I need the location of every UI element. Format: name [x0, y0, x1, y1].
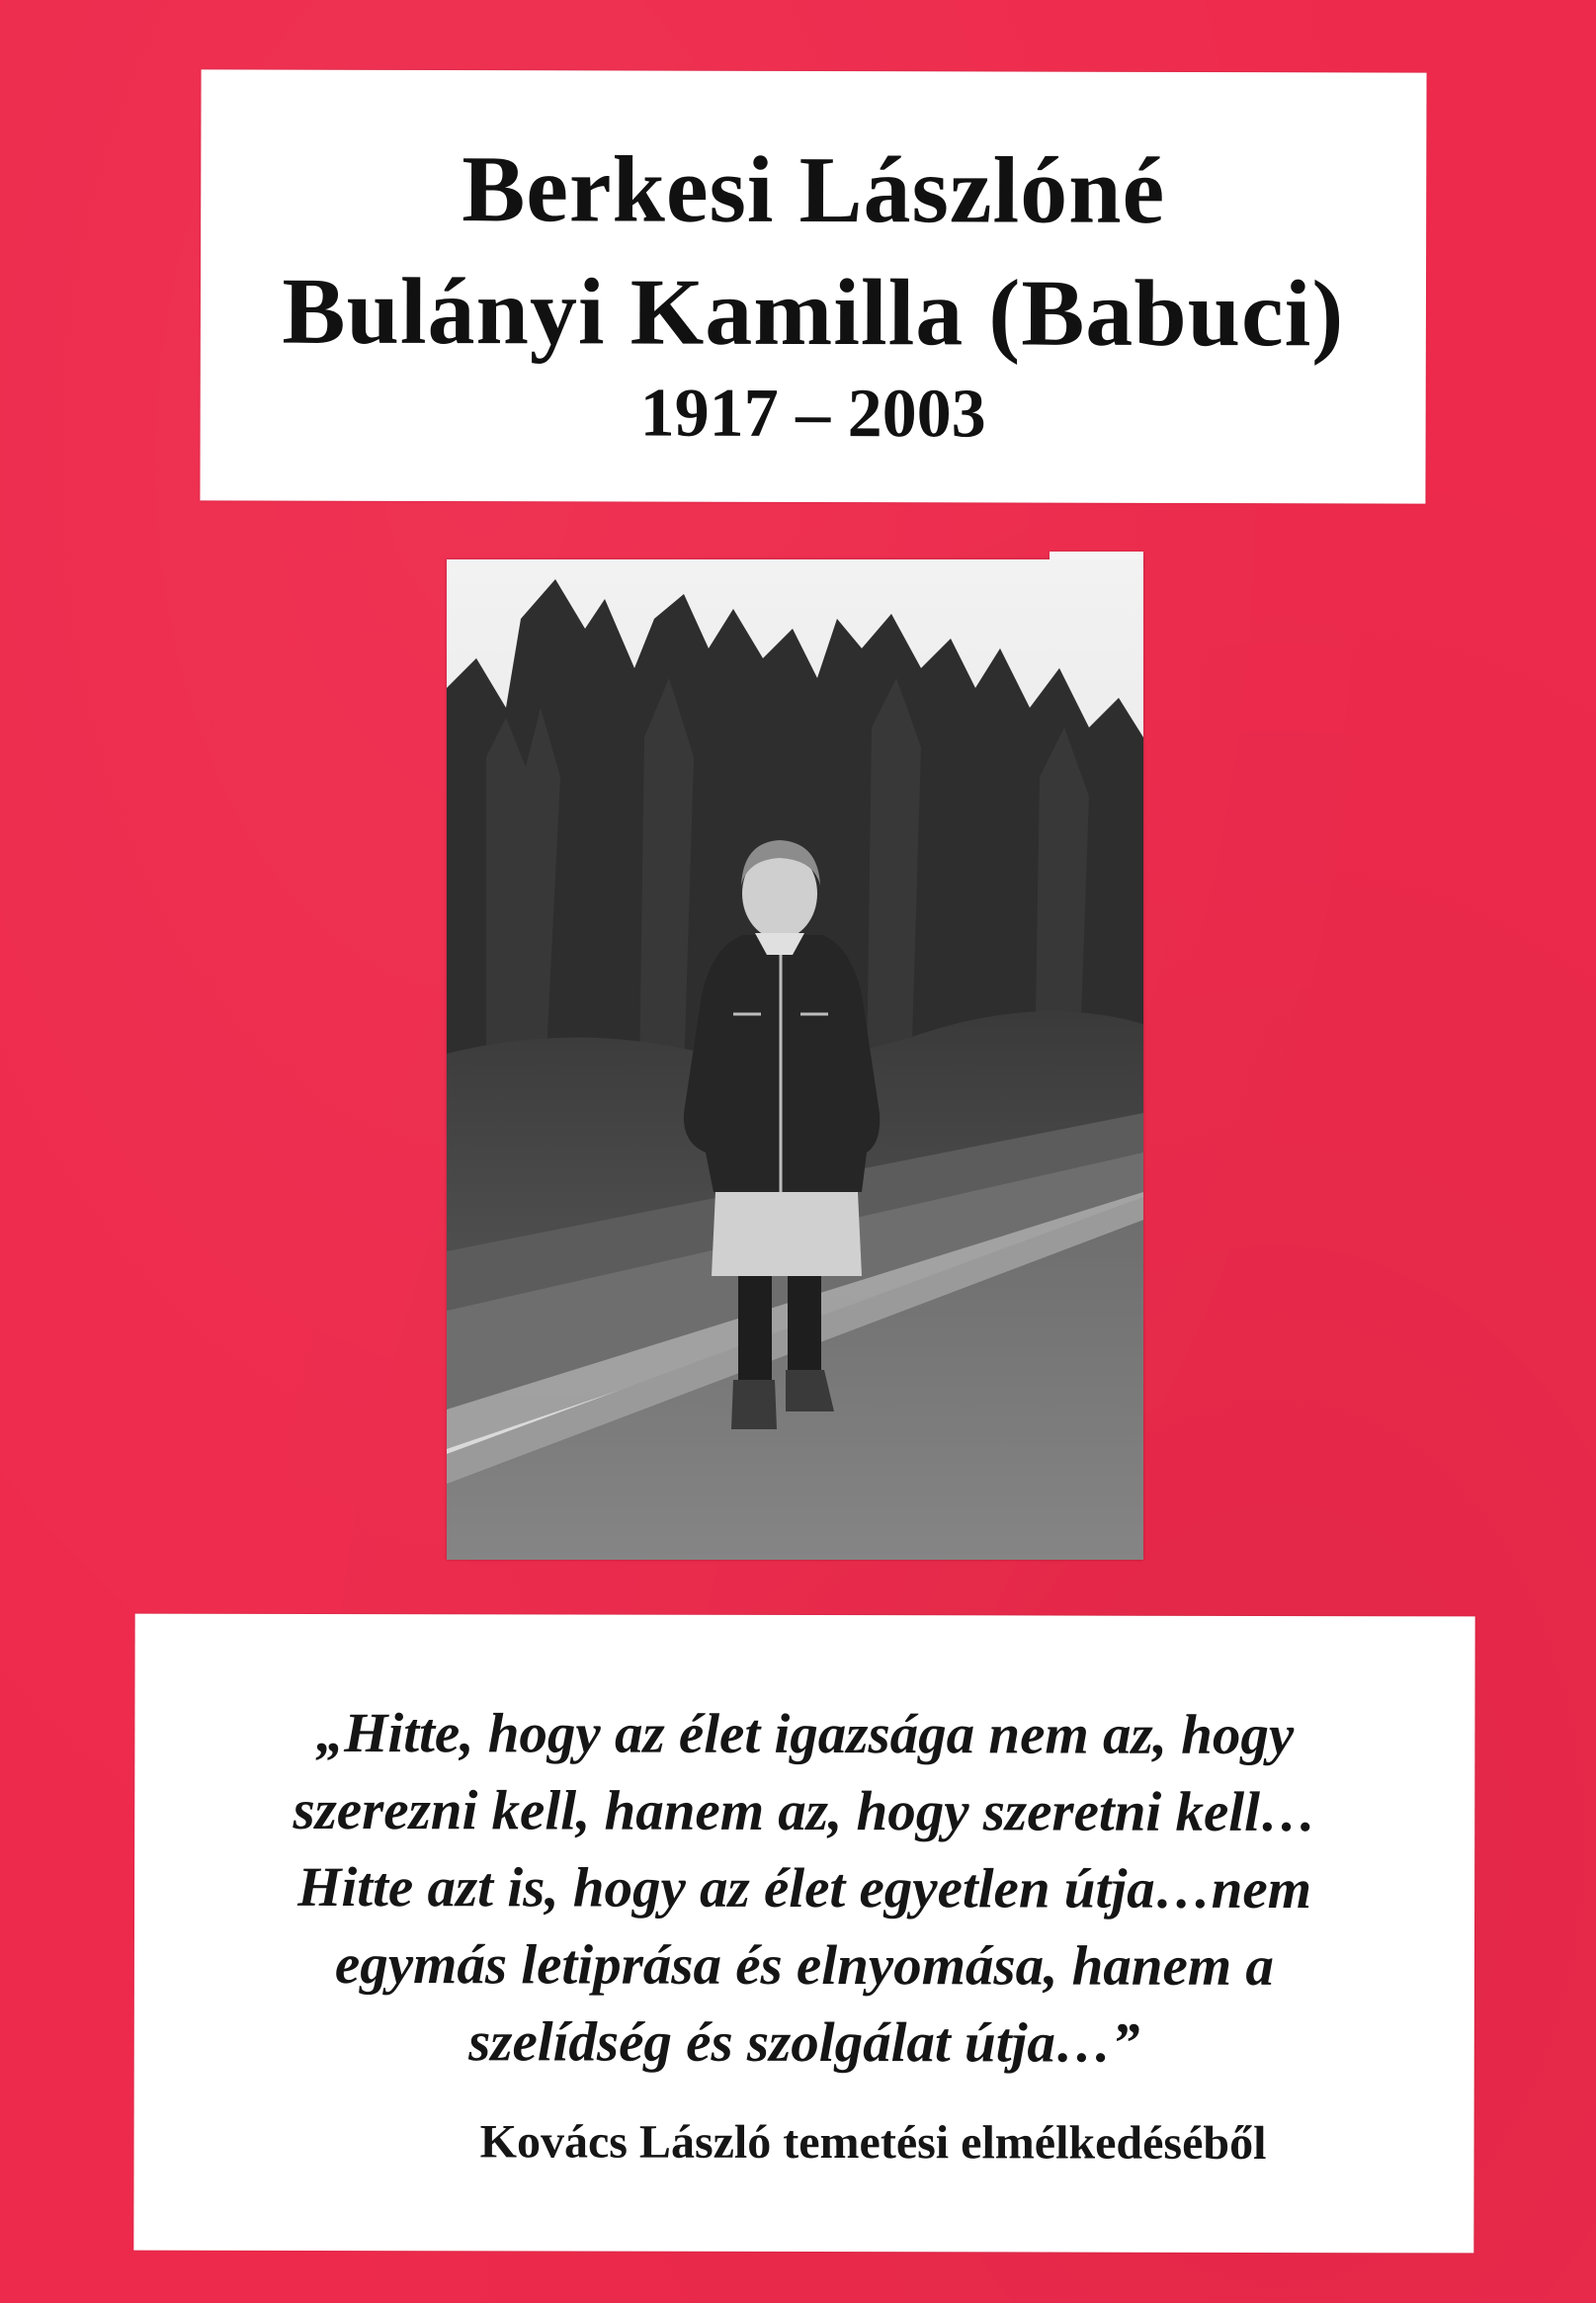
photo-image [447, 559, 1143, 1560]
memorial-quote [174, 1695, 1436, 2084]
quote-line: Hitte azt is, hogy az élet egyetlen útja…nem [297, 1855, 1312, 1921]
quote-attribution: Kovács László temetési elmélkedéséből [479, 2115, 1267, 2170]
quote-line: egymás letiprása és elnyomása, hanem a [334, 1933, 1274, 1998]
quote-line: „Hitte, hogy az élet igazsága nem az, hogy [315, 1701, 1295, 1767]
maiden-name: Bulányi Kamilla (Babuci) [282, 257, 1345, 367]
title-card [200, 69, 1426, 503]
quote-line: szerezni kell, hanem az, hogy szeretni kell… [293, 1778, 1317, 1844]
life-years: 1917 – 2003 [639, 375, 986, 453]
quote-line: szelídség és szolgálat útja…” [468, 2010, 1140, 2075]
quote-card [133, 1614, 1474, 2254]
portrait-photo [447, 559, 1143, 1560]
married-name: Berkesi Lászlóné [462, 135, 1166, 243]
